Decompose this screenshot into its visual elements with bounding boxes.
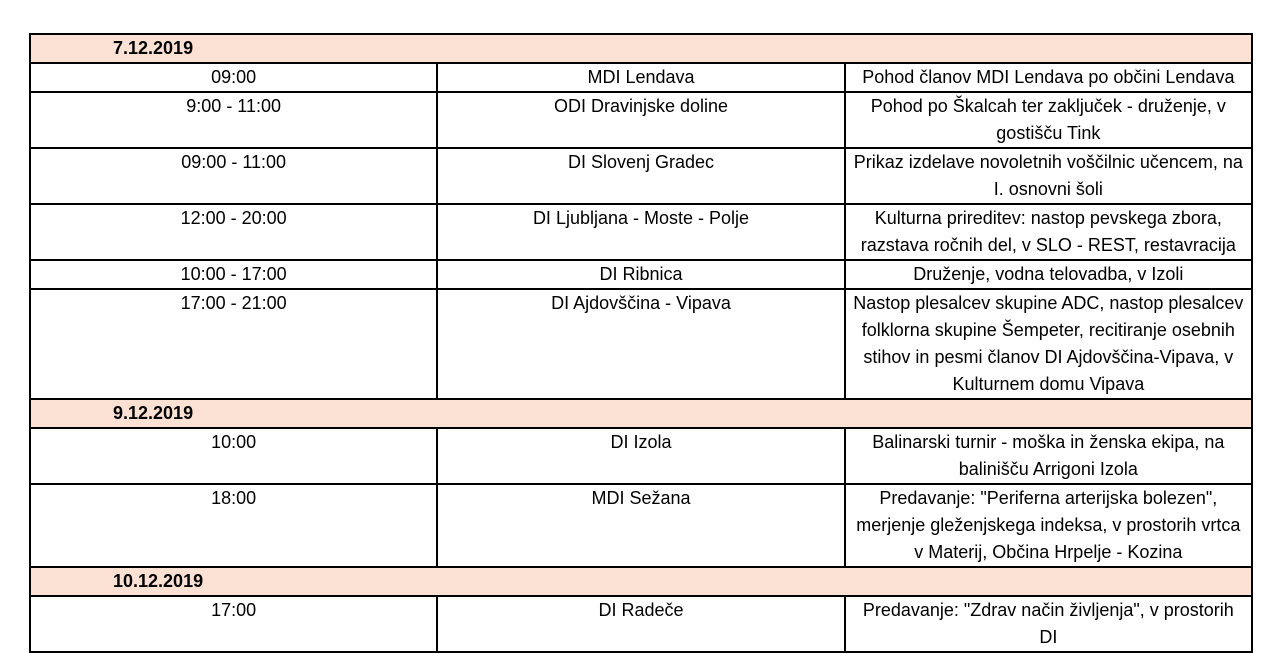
description-cell: Prikaz izdelave novoletnih voščilnic učencem, na I. osnovni šoli <box>845 148 1252 204</box>
description-cell: Kulturna prireditev: nastop pevskega zbora, razstava ročnih del, v SLO - REST, restavracija <box>845 204 1252 260</box>
time-cell: 10:00 - 17:00 <box>30 260 437 289</box>
event-row <box>30 596 1252 652</box>
time-cell: 17:00 <box>30 596 437 652</box>
date-label: 10.12.2019 <box>113 571 204 591</box>
society-cell: DI Ajdovščina - Vipava <box>437 289 844 399</box>
event-schedule-table <box>29 33 1253 653</box>
event-row <box>30 63 1252 92</box>
date-header-cell <box>30 567 1252 596</box>
society-cell: DI Izola <box>437 428 844 484</box>
time-cell: 12:00 - 20:00 <box>30 204 437 260</box>
date-header-row <box>30 567 1252 596</box>
date-header-cell <box>30 34 1252 63</box>
event-row <box>30 260 1252 289</box>
society-cell: MDI Sežana <box>437 484 844 567</box>
time-cell: 9:00 - 11:00 <box>30 92 437 148</box>
event-row <box>30 148 1252 204</box>
society-cell: DI Slovenj Gradec <box>437 148 844 204</box>
description-cell: Predavanje: "Zdrav način življenja", v prostorih DI <box>845 596 1252 652</box>
society-cell: DI Ljubljana - Moste - Polje <box>437 204 844 260</box>
event-row <box>30 484 1252 567</box>
date-header-cell <box>30 399 1252 428</box>
society-cell: MDI Lendava <box>437 63 844 92</box>
event-row <box>30 289 1252 399</box>
description-cell: Pohod članov MDI Lendava po občini Lendava <box>845 63 1252 92</box>
description-cell: Predavanje: "Periferna arterijska bolezen", merjenje gleženjskega indeksa, v prostorih vrtca v Materij, Občina Hrpelje - Kozina <box>845 484 1252 567</box>
society-cell: DI Radeče <box>437 596 844 652</box>
society-cell: DI Ribnica <box>437 260 844 289</box>
event-row <box>30 204 1252 260</box>
event-row <box>30 92 1252 148</box>
time-cell: 09:00 - 11:00 <box>30 148 437 204</box>
time-cell: 09:00 <box>30 63 437 92</box>
time-cell: 18:00 <box>30 484 437 567</box>
society-cell: ODI Dravinjske doline <box>437 92 844 148</box>
date-header-row <box>30 399 1252 428</box>
date-label: 7.12.2019 <box>113 38 194 58</box>
description-cell: Pohod po Škalcah ter zaključek - druženje, v gostišču Tink <box>845 92 1252 148</box>
description-cell: Balinarski turnir - moška in ženska ekipa, na balinišču Arrigoni Izola <box>845 428 1252 484</box>
event-row <box>30 428 1252 484</box>
description-cell: Druženje, vodna telovadba, v Izoli <box>845 260 1252 289</box>
description-cell: Nastop plesalcev skupine ADC, nastop plesalcev folklorna skupine Šempeter, recitiranje osebnih stihov in pesmi članov DI Ajdovščina-Vipava, v Kulturnem domu Vipava <box>845 289 1252 399</box>
time-cell: 17:00 - 21:00 <box>30 289 437 399</box>
date-header-row <box>30 34 1252 63</box>
time-cell: 10:00 <box>30 428 437 484</box>
date-label: 9.12.2019 <box>113 403 194 423</box>
